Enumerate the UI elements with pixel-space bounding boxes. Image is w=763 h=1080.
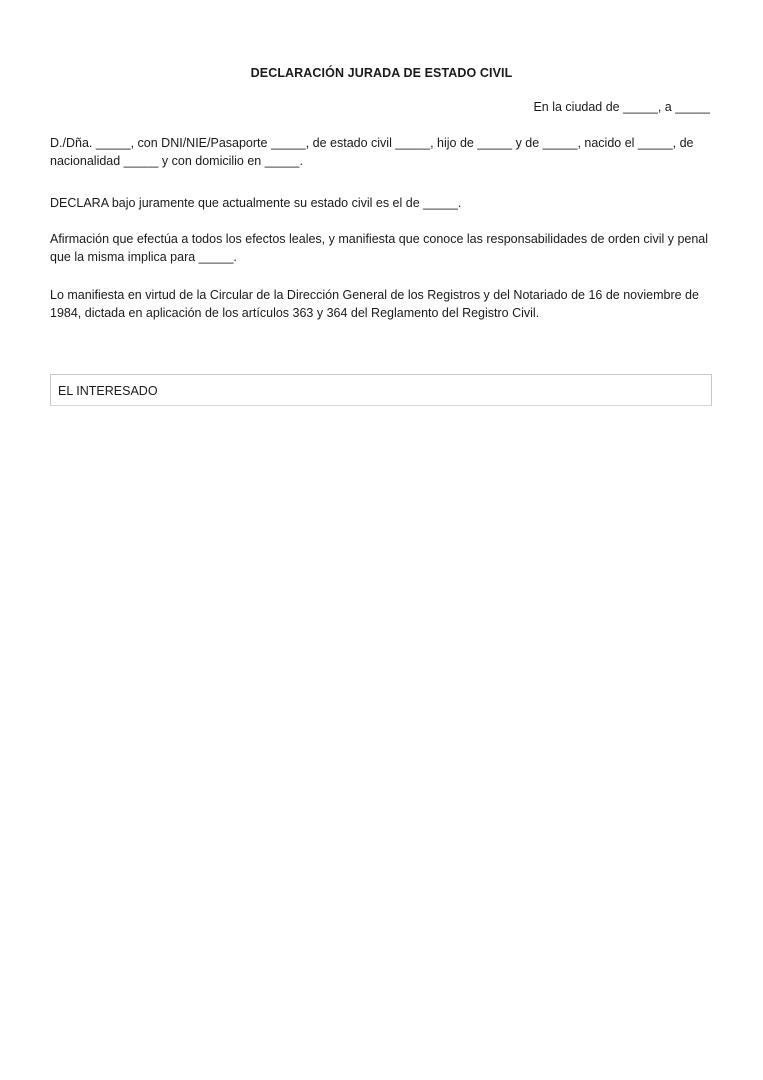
signature-label: EL INTERESADO [58, 384, 158, 398]
place-date-line: En la ciudad de _____, a _____ [533, 100, 710, 114]
declaration-paragraph: DECLARA bajo juramente que actualmente su estado civil es el de _____. [50, 196, 462, 210]
document-title: DECLARACIÓN JURADA DE ESTADO CIVIL [250, 66, 513, 80]
signature-box [50, 374, 712, 406]
affirmation-paragraph: Afirmación que efectúa a todos los efectos leales, y manifiesta que conoce las responsabilidades de orden civil y penal que la misma implica para _____. [50, 232, 709, 264]
legal-basis-paragraph: Lo manifiesta en virtud de la Circular de la Dirección General de los Registros y del Notariado de 16 de noviembre de 1984, dictada en aplicación de los artículos 363 y 364 del Reglamento del Registro Civil. [50, 288, 699, 320]
identity-paragraph: D./Dña. _____, con DNI/NIE/Pasaporte _____, de estado civil _____, hijo de _____ y de _____, nacido el _____, de nacionalidad _____ y con domicilio en _____. [50, 136, 694, 168]
